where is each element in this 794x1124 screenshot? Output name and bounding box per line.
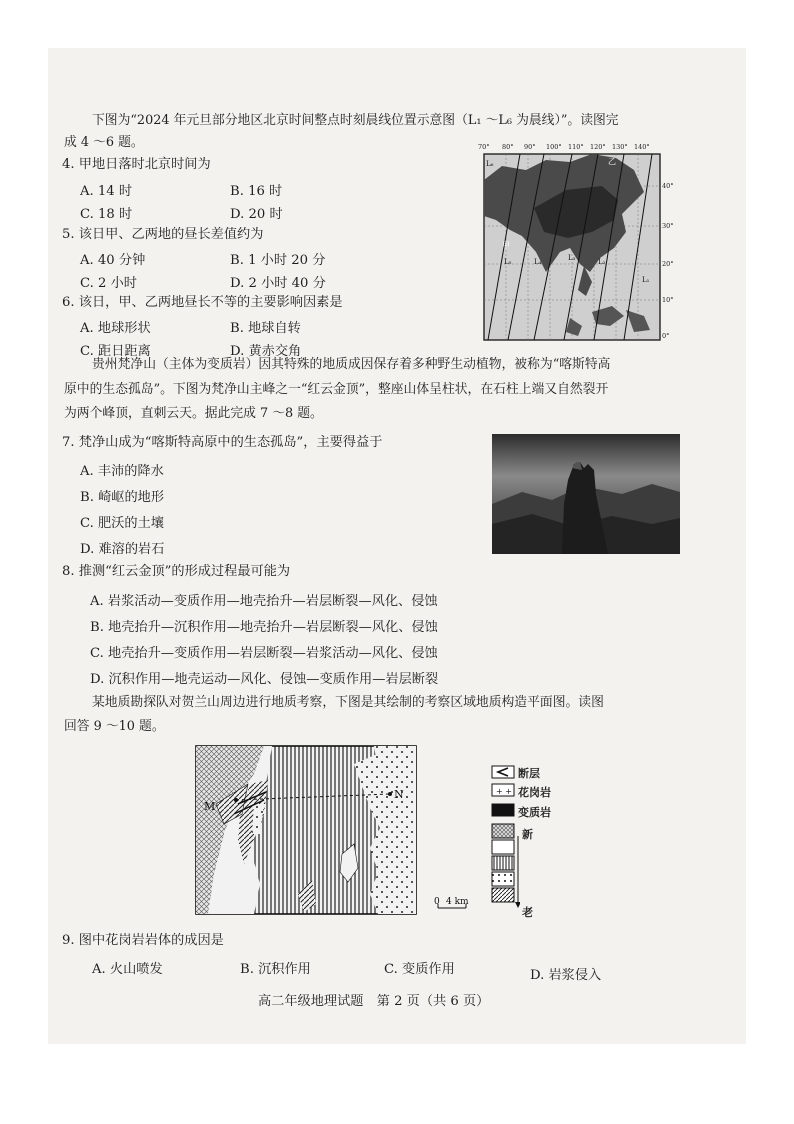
map1-lon-120: 120°: [590, 143, 606, 151]
question-7-option-b[interactable]: B. 崎岖的地形: [80, 490, 165, 505]
legend-fault-label: 断层: [518, 767, 540, 780]
question-5-stem: 5. 该日甲、乙两地的昼长差值约为: [62, 227, 264, 242]
question-7-option-d[interactable]: D. 难溶的岩石: [80, 542, 165, 557]
legend-old-label: 老: [522, 906, 533, 919]
geomap-legend: [490, 764, 520, 918]
map1-lon-70: 70°: [478, 143, 490, 151]
point-m-label: M: [204, 800, 216, 813]
map1-line-l1: L₁: [642, 276, 650, 284]
map1-place-yi: 乙: [608, 157, 616, 166]
question-8-option-c[interactable]: C. 地壳抬升—变质作用—岩层断裂—岩浆活动—风化、侵蚀: [90, 646, 438, 661]
map1-line-l5: L₅: [504, 258, 512, 266]
legend-metamorphic-label: 变质岩: [518, 806, 551, 819]
dawn-line-map: [474, 140, 674, 346]
map1-lon-90: 90°: [524, 143, 536, 151]
question-4-option-d[interactable]: D. 20 时: [230, 207, 283, 222]
map1-lon-110: 110°: [568, 143, 584, 151]
question-8-option-a[interactable]: A. 岩浆活动—变质作用—地壳抬升—岩层断裂—风化、侵蚀: [90, 594, 438, 609]
question-5-option-b[interactable]: B. 1 小时 20 分: [230, 253, 326, 268]
question-7-stem: 7. 梵净山成为“喀斯特高原中的生态孤岛”，主要得益于: [62, 435, 383, 450]
question-5-option-a[interactable]: A. 40 分钟: [80, 253, 146, 268]
question-9-option-a[interactable]: A. 火山喷发: [92, 962, 163, 977]
map1-line-l4: L₄: [534, 258, 542, 266]
question-6-option-d[interactable]: D. 黄赤交角: [230, 344, 302, 359]
legend-granite-label: 花岗岩: [518, 786, 551, 799]
map1-lon-100: 100°: [546, 143, 562, 151]
map1-line-l6: L₆: [486, 160, 494, 168]
legend-new-label: 新: [522, 828, 533, 841]
map1-lon-140: 140°: [634, 143, 650, 151]
question-9-option-d[interactable]: D. 岩浆侵入: [530, 968, 602, 983]
question-9-option-c[interactable]: C. 变质作用: [384, 962, 455, 977]
scale-bar-label: 4 km: [446, 897, 469, 907]
intro-2-line-2: 原中的生态孤岛”。下图为梵净山主峰之一“红云金顶”，整座山体呈柱状，在石柱上端又自然裂开: [64, 382, 609, 397]
question-8-option-b[interactable]: B. 地壳抬升—沉积作用—地壳抬升—岩层断裂—风化、侵蚀: [90, 620, 438, 635]
question-6-option-a[interactable]: A. 地球形状: [80, 321, 151, 336]
intro-2-line-3: 为两个峰顶，直刺云天。据此完成 7 ～8 题。: [64, 406, 323, 421]
intro-1-line-1: 下图为“2024 年元旦部分地区北京时间整点时刻晨线位置示意图（L₁ ～L₆ 为晨线）”。读图完: [92, 113, 619, 128]
map1-lat-0: 0°: [662, 332, 670, 340]
question-9-option-b[interactable]: B. 沉积作用: [240, 962, 311, 977]
question-4-option-a[interactable]: A. 14 时: [80, 184, 133, 199]
question-9-stem: 9. 图中花岗岩岩体的成因是: [62, 933, 224, 948]
question-4-stem: 4. 甲地日落时北京时间为: [62, 157, 211, 172]
question-7-option-a[interactable]: A. 丰沛的降水: [80, 464, 164, 479]
scale-zero: 0: [434, 897, 440, 907]
map1-lon-80: 80°: [502, 143, 514, 151]
svg-text:+ +: + +: [496, 787, 512, 796]
page-footer: 高二年级地理试题 第 2 页（共 6 页）: [258, 994, 490, 1009]
map1-place-jia: 甲: [502, 241, 510, 250]
question-5-option-d[interactable]: D. 2 小时 40 分: [230, 276, 326, 291]
intro-1-line-2: 成 4 ～6 题。: [64, 135, 144, 150]
map1-lat-30: 30°: [662, 222, 674, 230]
geological-structure-map: [194, 744, 486, 916]
map1-lat-20: 20°: [662, 260, 674, 268]
question-6-option-b[interactable]: B. 地球自转: [230, 321, 301, 336]
question-4-option-c[interactable]: C. 18 时: [80, 207, 133, 222]
question-7-option-c[interactable]: C. 肥沃的土壤: [80, 516, 164, 531]
question-8-option-d[interactable]: D. 沉积作用—地壳运动—风化、侵蚀—变质作用—岩层断裂: [90, 672, 439, 687]
question-5-option-c[interactable]: C. 2 小时: [80, 276, 137, 291]
intro-2-line-1: 贵州梵净山（主体为变质岩）因其特殊的地质成因保存着多种野生动植物，被称为“喀斯特高: [92, 357, 611, 372]
map1-line-l3: L₃: [568, 254, 576, 262]
map1-line-l2: L₂: [598, 258, 606, 266]
question-8-stem: 8. 推测“红云金顶”的形成过程最可能为: [62, 564, 291, 579]
map1-lat-10: 10°: [662, 296, 674, 304]
hongyun-jinding-photo: [492, 434, 680, 554]
intro-3-line-2: 回答 9 ～10 题。: [64, 719, 165, 734]
question-4-option-b[interactable]: B. 16 时: [230, 184, 283, 199]
intro-3-line-1: 某地质勘探队对贺兰山周边进行地质考察，下图是其绘制的考察区域地质构造平面图。读图: [92, 695, 604, 710]
point-n-label: N: [394, 788, 404, 801]
question-6-stem: 6. 该日，甲、乙两地昼长不等的主要影响因素是: [62, 295, 343, 310]
map1-lon-130: 130°: [612, 143, 628, 151]
question-6-option-c[interactable]: C. 距日距离: [80, 344, 151, 359]
map1-lat-40: 40°: [662, 182, 674, 190]
